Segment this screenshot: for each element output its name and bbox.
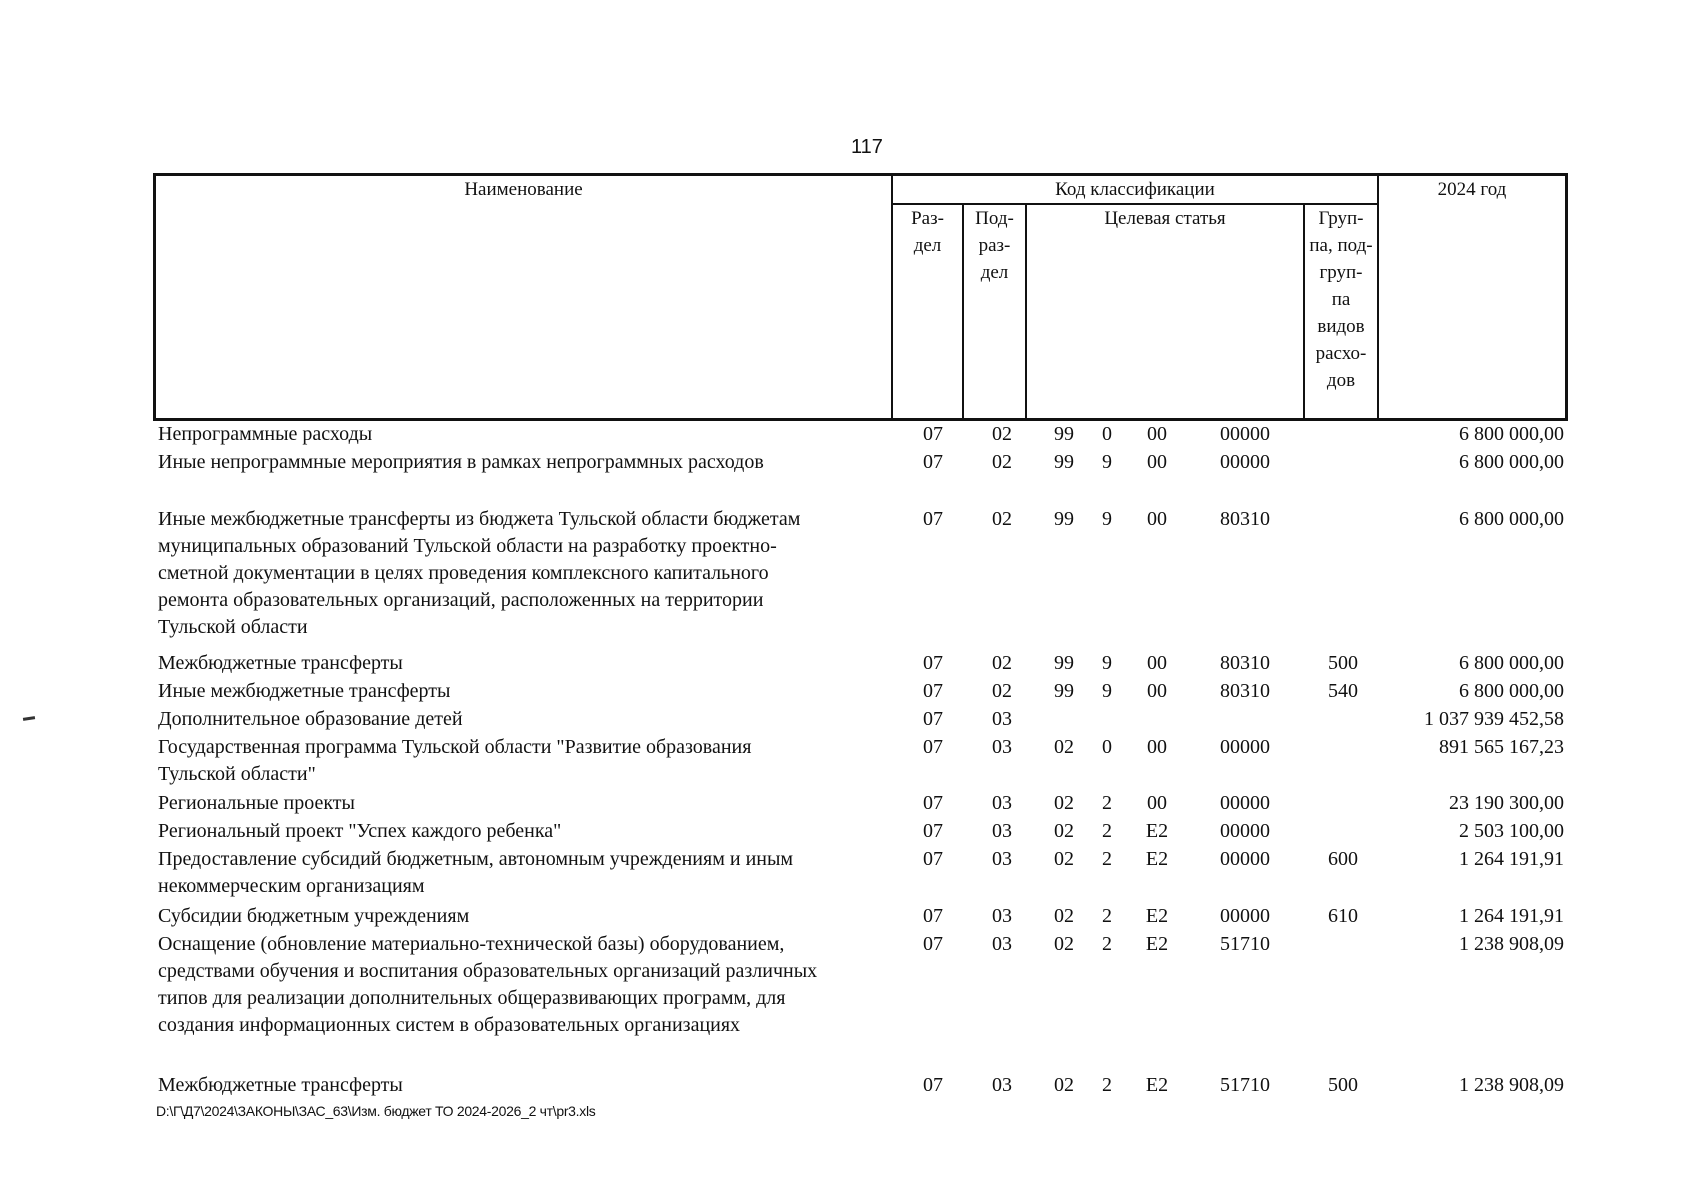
row-podrazdel: 03 [992,736,1012,758]
row-cs-program: 02 [1054,820,1074,842]
row-cs-subprogram: 0 [1102,423,1112,445]
row-cs-event: 00 [1147,451,1167,473]
header-subsection: Под- раз- дел [975,208,1014,283]
row-name: Иные межбюджетные трансферты из бюджета Тульской области бюджетам муниципальных образований Тульской области на разработку проектно- сметной документации в целях проведения комплексного капитального ремонта образовательных организаций, расположенных на территории Тульской области [158,508,801,638]
row-cs-event: 00 [1147,423,1167,445]
row-name: Непрограммные расходы [158,423,373,445]
row-podrazdel: 02 [992,423,1012,445]
row-cs-program: 02 [1054,848,1074,870]
row-amount: 6 800 000,00 [1459,451,1564,473]
row-amount: 23 190 300,00 [1449,792,1564,814]
row-name: Оснащение (обновление материально-технической базы) оборудованием, средствами обучения и воспитания образовательных организаций различных типов для реализации дополнительных общеразвивающих программ, для создания информационных систем в образовательных организациях [158,933,818,1036]
row-name: Предоставление субсидий бюджетным, автономным учреждениям и иным некоммерческим организациям [158,848,794,897]
row-cs-program: 02 [1054,933,1074,955]
row-podrazdel: 03 [992,933,1012,955]
row-vr: 600 [1328,848,1358,870]
row-razdel: 07 [923,680,943,702]
row-cs-subprogram: 2 [1102,933,1112,955]
row-podrazdel: 03 [992,708,1012,730]
row-cs-direction: 80310 [1220,680,1270,702]
row-vr: 500 [1328,652,1358,674]
row-cs-direction: 00000 [1220,820,1270,842]
row-razdel: 07 [923,736,943,758]
row-amount: 6 800 000,00 [1459,680,1564,702]
row-podrazdel: 03 [992,905,1012,927]
row-podrazdel: 03 [992,848,1012,870]
row-razdel: 07 [923,848,943,870]
row-cs-event: E2 [1145,848,1169,870]
row-amount: 1 264 191,91 [1459,905,1564,927]
row-razdel: 07 [923,792,943,814]
row-razdel: 07 [923,820,943,842]
row-cs-event: E2 [1145,820,1169,842]
row-vr: 540 [1328,680,1358,702]
row-cs-subprogram: 9 [1102,451,1112,473]
row-amount: 2 503 100,00 [1459,820,1564,842]
row-podrazdel: 02 [992,508,1012,530]
row-razdel: 07 [923,508,943,530]
row-podrazdel: 03 [992,792,1012,814]
row-cs-subprogram: 9 [1102,652,1112,674]
row-amount: 6 800 000,00 [1459,508,1564,530]
row-cs-program: 02 [1054,792,1074,814]
row-cs-event: E2 [1145,905,1169,927]
row-cs-program: 99 [1054,451,1074,473]
row-cs-subprogram: 0 [1102,736,1112,758]
row-name: Региональные проекты [158,792,355,814]
row-cs-direction: 00000 [1220,451,1270,473]
row-podrazdel: 02 [992,652,1012,674]
row-cs-direction: 00000 [1220,848,1270,870]
row-cs-subprogram: 9 [1102,508,1112,530]
header-name: Наименование [464,179,583,200]
header-target-article: Целевая статья [1104,208,1226,229]
row-podrazdel: 02 [992,451,1012,473]
row-cs-event: 00 [1147,680,1167,702]
row-amount: 1 037 939 452,58 [1424,708,1564,730]
row-cs-subprogram: 2 [1102,820,1112,842]
row-cs-direction: 00000 [1220,792,1270,814]
row-amount: 891 565 167,23 [1439,736,1564,758]
row-cs-program: 99 [1054,423,1074,445]
row-amount: 1 238 908,09 [1459,1074,1564,1096]
row-name: Государственная программа Тульской области "Развитие образования Тульской области" [158,736,752,785]
header-divider [1025,203,1027,418]
header-expense-group: Груп- па, под- груп- па видов расхо- дов [1309,208,1373,391]
scan-mark [23,716,35,721]
row-cs-program: 02 [1054,905,1074,927]
row-amount: 6 800 000,00 [1459,652,1564,674]
row-name: Дополнительное образование детей [158,708,463,730]
row-cs-event: 00 [1147,736,1167,758]
row-cs-program: 99 [1054,652,1074,674]
row-razdel: 07 [923,423,943,445]
row-razdel: 07 [923,708,943,730]
row-cs-subprogram: 2 [1102,905,1112,927]
row-podrazdel: 02 [992,680,1012,702]
row-vr: 610 [1328,905,1358,927]
row-cs-event: 00 [1147,652,1167,674]
row-cs-direction: 00000 [1220,423,1270,445]
row-amount: 1 264 191,91 [1459,848,1564,870]
row-name: Региональный проект "Успех каждого ребенка" [158,820,562,842]
row-cs-direction: 80310 [1220,508,1270,530]
row-cs-program: 99 [1054,680,1074,702]
row-cs-direction: 00000 [1220,736,1270,758]
row-cs-program: 02 [1054,1074,1074,1096]
header-classification-code: Код классификации [1055,179,1215,200]
row-razdel: 07 [923,933,943,955]
header-section: Раз- дел [911,208,944,256]
file-path-footer: D:\Г\Д7\2024\ЗАКОНЫ\ЗАС_63\Изм. бюджет ТО 2024-2026_2 чт\pr3.xls [156,1103,596,1119]
row-cs-program: 99 [1054,508,1074,530]
row-name: Межбюджетные трансферты [158,652,403,674]
row-cs-subprogram: 9 [1102,680,1112,702]
row-cs-event: 00 [1147,508,1167,530]
row-cs-event: E2 [1145,1074,1169,1096]
row-podrazdel: 03 [992,820,1012,842]
row-cs-direction: 00000 [1220,905,1270,927]
page-number: 117 [851,136,883,158]
row-cs-event: 00 [1147,792,1167,814]
row-amount: 1 238 908,09 [1459,933,1564,955]
row-name: Субсидии бюджетным учреждениям [158,905,470,927]
table-header [153,173,1568,421]
row-cs-direction: 51710 [1220,1074,1270,1096]
row-cs-direction: 51710 [1220,933,1270,955]
row-podrazdel: 03 [992,1074,1012,1096]
row-name: Межбюджетные трансферты [158,1074,403,1096]
row-razdel: 07 [923,905,943,927]
row-name: Иные непрограммные мероприятия в рамках непрограммных расходов [158,451,764,473]
row-cs-subprogram: 2 [1102,792,1112,814]
header-year: 2024 год [1437,179,1507,200]
row-razdel: 07 [923,1074,943,1096]
row-amount: 6 800 000,00 [1459,423,1564,445]
row-cs-direction: 80310 [1220,652,1270,674]
row-cs-subprogram: 2 [1102,1074,1112,1096]
row-cs-program: 02 [1054,736,1074,758]
row-razdel: 07 [923,451,943,473]
row-razdel: 07 [923,652,943,674]
row-vr: 500 [1328,1074,1358,1096]
row-cs-subprogram: 2 [1102,848,1112,870]
row-cs-event: E2 [1145,933,1169,955]
header-divider [1377,176,1379,418]
row-name: Иные межбюджетные трансферты [158,680,451,702]
